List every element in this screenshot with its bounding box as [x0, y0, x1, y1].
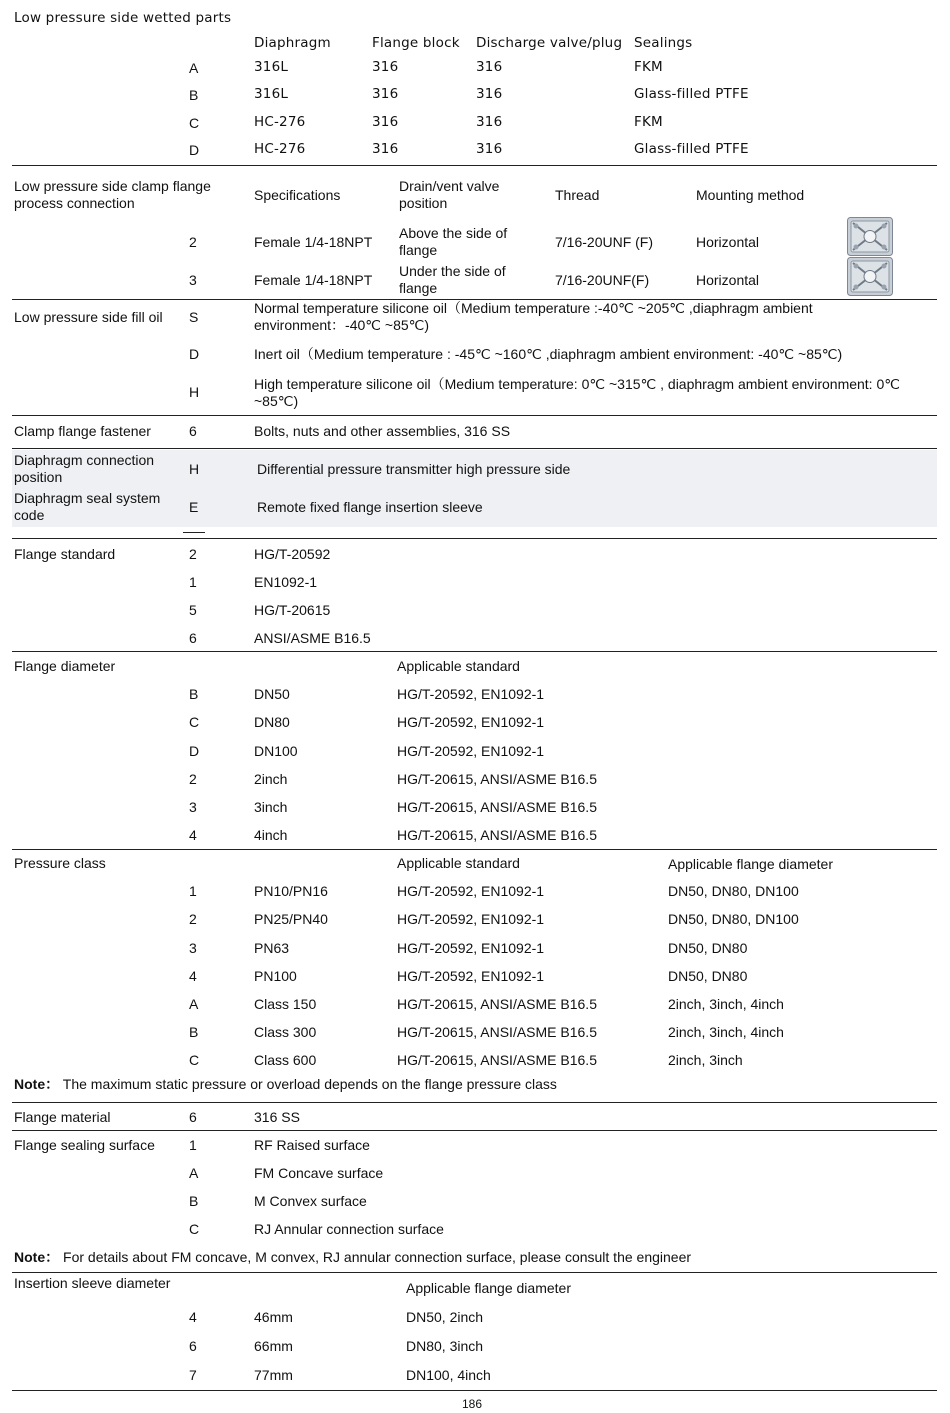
- note-label: Note：: [14, 1076, 60, 1092]
- pressure-class: PN63: [254, 940, 290, 956]
- fill-oil-description: High temperature silicone oil（Medium temperature: 0℃ ~315℃ , diaphragm ambient environment: 0℃ ~85℃): [254, 376, 900, 409]
- diaphragm-connection-title: Diaphragm connection position: [14, 452, 155, 485]
- mounting-method: Horizontal: [696, 272, 760, 288]
- divider: [12, 415, 937, 416]
- flange-size: 3inch: [254, 799, 288, 815]
- fill-oil-description: Normal temperature silicone oil（Medium temperature :-40℃ ~205℃ ,diaphragm ambient environment：-40℃ ~85℃): [254, 300, 813, 333]
- sealing-surface-note: [14, 1249, 691, 1266]
- pressure-class-title: Pressure class: [14, 855, 106, 871]
- pressure-class: PN10/PN16: [254, 883, 328, 899]
- divider: [12, 1102, 937, 1103]
- applicable-standard: HG/T-20592, EN1092-1: [397, 911, 545, 927]
- diaphragm-material: HC-276: [254, 141, 306, 157]
- flange-material: 316: [372, 59, 399, 75]
- flange-diameter-title: Flange diameter: [14, 658, 116, 674]
- option-code: 2: [189, 771, 197, 787]
- col-header-mounting: Mounting method: [696, 187, 805, 203]
- option-code: H: [189, 384, 200, 400]
- col-header-specifications: Specifications: [254, 187, 341, 203]
- col-header-sealings: Sealings: [634, 35, 693, 51]
- col-header-discharge-valve: Discharge valve/plug: [476, 35, 623, 51]
- applicable-diameter: DN50, DN80: [668, 940, 748, 956]
- insertion-sleeve-title: Insertion sleeve diameter: [14, 1275, 171, 1291]
- specification: Female 1/4-18NPT: [254, 234, 373, 250]
- drain-position: Above the side of flange: [399, 225, 508, 258]
- valve-material: 316: [476, 114, 503, 130]
- note-label: Note：: [14, 1249, 60, 1265]
- flange-material: 316: [372, 114, 399, 130]
- sealing-surface-value: M Convex surface: [254, 1193, 367, 1209]
- seal-system-description: Remote fixed flange insertion sleeve: [257, 499, 483, 515]
- divider: [12, 448, 937, 449]
- option-code: S: [189, 309, 199, 325]
- col-header-drain-vent: Drain/vent valve position: [399, 178, 500, 211]
- pressure-class: PN100: [254, 968, 297, 984]
- seal-material: FKM: [634, 114, 663, 130]
- fastener-title: Clamp flange fastener: [14, 423, 151, 439]
- option-code: A: [189, 996, 199, 1012]
- option-code: D: [189, 346, 200, 362]
- col-header-applicable-diameter: Applicable flange diameter: [668, 856, 833, 872]
- sealing-surface-value: RJ Annular connection surface: [254, 1221, 444, 1237]
- option-code: C: [189, 115, 200, 131]
- applicable-standard: HG/T-20615, ANSI/ASME B16.5: [397, 799, 597, 815]
- fill-oil-description: Inert oil（Medium temperature : -45℃ ~160℃ ,diaphragm ambient environment: -40℃ ~85℃): [254, 346, 843, 362]
- option-code: 2: [189, 234, 197, 250]
- applicable-diameter: DN50, DN80, DN100: [668, 911, 799, 927]
- option-code: 7: [189, 1367, 197, 1383]
- flange-above-icon: [847, 217, 893, 256]
- option-code: 6: [189, 423, 197, 439]
- divider: [12, 538, 937, 539]
- thread: 7/16-20UNF (F): [555, 234, 654, 250]
- sleeve-size: 66mm: [254, 1338, 293, 1354]
- fastener-description: Bolts, nuts and other assemblies, 316 SS: [254, 423, 511, 439]
- divider: [12, 165, 937, 166]
- option-code: 1: [189, 574, 197, 590]
- option-code: A: [189, 60, 199, 76]
- mounting-method: Horizontal: [696, 234, 760, 250]
- thread: 7/16-20UNF(F): [555, 272, 650, 288]
- divider: [183, 532, 205, 533]
- option-code: 2: [189, 911, 197, 927]
- flange-size: DN100: [254, 743, 298, 759]
- option-code: 6: [189, 1338, 197, 1354]
- applicable-diameter: DN50, DN80, DN100: [668, 883, 799, 899]
- applicable-diameter: DN50, DN80: [668, 968, 748, 984]
- valve-material: 316: [476, 141, 503, 157]
- col-header-thread: Thread: [555, 187, 600, 203]
- divider: [12, 1272, 937, 1273]
- flange-material: 316: [372, 141, 399, 157]
- applicable-standard: HG/T-20592, EN1092-1: [397, 686, 545, 702]
- option-code: 3: [189, 799, 197, 815]
- option-code: B: [189, 87, 199, 103]
- flange-size: DN50: [254, 686, 290, 702]
- option-code: B: [189, 1024, 199, 1040]
- flange-standard-title: Flange standard: [14, 546, 116, 562]
- applicable-diameter: 2inch, 3inch, 4inch: [668, 1024, 784, 1040]
- wetted-parts-title: Low pressure side wetted parts: [14, 10, 232, 26]
- option-code: C: [189, 714, 200, 730]
- flange-size: 4inch: [254, 827, 288, 843]
- option-code: D: [189, 743, 200, 759]
- applicable-standard: HG/T-20592, EN1092-1: [397, 743, 545, 759]
- option-code: B: [189, 686, 199, 702]
- seal-material: Glass-filled PTFE: [634, 86, 749, 102]
- seal-system-code-title: Diaphragm seal system code: [14, 490, 161, 523]
- seal-material: FKM: [634, 59, 663, 75]
- flange-size: DN80: [254, 714, 290, 730]
- pressure-class: Class 150: [254, 996, 317, 1012]
- option-code: E: [189, 499, 199, 515]
- option-code: 2: [189, 546, 197, 562]
- standard-value: ANSI/ASME B16.5: [254, 630, 371, 646]
- flange-material-title: Flange material: [14, 1109, 111, 1125]
- applicable-standard: HG/T-20592, EN1092-1: [397, 714, 545, 730]
- option-code: 6: [189, 630, 197, 646]
- applicable-standard: HG/T-20592, EN1092-1: [397, 968, 545, 984]
- col-header-flange-block: Flange block: [372, 35, 460, 51]
- standard-value: HG/T-20615: [254, 602, 331, 618]
- option-code: 1: [189, 1137, 197, 1153]
- option-code: 4: [189, 1309, 197, 1325]
- diaphragm-material: HC-276: [254, 114, 306, 130]
- applicable-diameter: DN50, 2inch: [406, 1309, 484, 1325]
- applicable-diameter: 2inch, 3inch: [668, 1052, 743, 1068]
- standard-value: EN1092-1: [254, 574, 318, 590]
- option-code: B: [189, 1193, 199, 1209]
- divider: [12, 849, 937, 850]
- applicable-diameter: DN80, 3inch: [406, 1338, 484, 1354]
- applicable-standard: HG/T-20615, ANSI/ASME B16.5: [397, 1052, 597, 1068]
- col-header-applicable-diameter: Applicable flange diameter: [406, 1280, 571, 1296]
- col-header-diaphragm: Diaphragm: [254, 35, 331, 51]
- pressure-class-note: [14, 1076, 557, 1093]
- option-code: 4: [189, 827, 197, 843]
- col-header-applicable-standard: Applicable standard: [397, 855, 520, 871]
- applicable-standard: HG/T-20592, EN1092-1: [397, 883, 545, 899]
- option-code: C: [189, 1052, 200, 1068]
- pressure-class: PN25/PN40: [254, 911, 328, 927]
- applicable-standard: HG/T-20592, EN1092-1: [397, 940, 545, 956]
- option-code: H: [189, 461, 200, 477]
- note-text: The maximum static pressure or overload depends on the flange pressure class: [62, 1076, 557, 1092]
- sealing-surface-value: RF Raised surface: [254, 1137, 370, 1153]
- option-code: 6: [189, 1109, 197, 1125]
- option-code: D: [189, 142, 200, 158]
- specification: Female 1/4-18NPT: [254, 272, 373, 288]
- divider: [12, 651, 937, 652]
- divider: [12, 1390, 937, 1391]
- option-code: 5: [189, 602, 197, 618]
- pressure-class: Class 300: [254, 1024, 317, 1040]
- option-code: 3: [189, 940, 197, 956]
- sealing-surface-value: FM Concave surface: [254, 1165, 384, 1181]
- standard-value: HG/T-20592: [254, 546, 331, 562]
- option-code: 1: [189, 883, 197, 899]
- drain-position: Under the side of flange: [399, 263, 506, 296]
- option-code: 3: [189, 272, 197, 288]
- applicable-diameter: DN100, 4inch: [406, 1367, 491, 1383]
- seal-material: Glass-filled PTFE: [634, 141, 749, 157]
- pressure-class: Class 600: [254, 1052, 317, 1068]
- valve-material: 316: [476, 86, 503, 102]
- diaphragm-material: 316L: [254, 86, 289, 102]
- applicable-standard: HG/T-20615, ANSI/ASME B16.5: [397, 1024, 597, 1040]
- fill-oil-title: Low pressure side fill oil: [14, 309, 163, 325]
- applicable-diameter: 2inch, 3inch, 4inch: [668, 996, 784, 1012]
- flange-size: 2inch: [254, 771, 288, 787]
- valve-material: 316: [476, 59, 503, 75]
- applicable-standard: HG/T-20615, ANSI/ASME B16.5: [397, 996, 597, 1012]
- connection-description: Differential pressure transmitter high pressure side: [257, 461, 571, 477]
- flange-under-icon: [847, 257, 893, 296]
- flange-material-value: 316 SS: [254, 1109, 300, 1125]
- page-number: 186: [462, 1397, 483, 1411]
- option-code: C: [189, 1221, 200, 1237]
- sleeve-size: 46mm: [254, 1309, 293, 1325]
- flange-material: 316: [372, 86, 399, 102]
- option-code: 4: [189, 968, 197, 984]
- divider: [12, 1130, 937, 1131]
- note-text: For details about FM concave, M convex, RJ annular connection surface, please consult the engineer: [63, 1249, 692, 1265]
- col-header-applicable-standard: Applicable standard: [397, 658, 520, 674]
- diaphragm-material: 316L: [254, 59, 289, 75]
- applicable-standard: HG/T-20615, ANSI/ASME B16.5: [397, 827, 597, 843]
- applicable-standard: HG/T-20615, ANSI/ASME B16.5: [397, 771, 597, 787]
- option-code: A: [189, 1165, 199, 1181]
- clamp-flange-connection-title: Low pressure side clamp flange process connection: [14, 178, 211, 211]
- sealing-surface-title: Flange sealing surface: [14, 1137, 155, 1153]
- sleeve-size: 77mm: [254, 1367, 293, 1383]
